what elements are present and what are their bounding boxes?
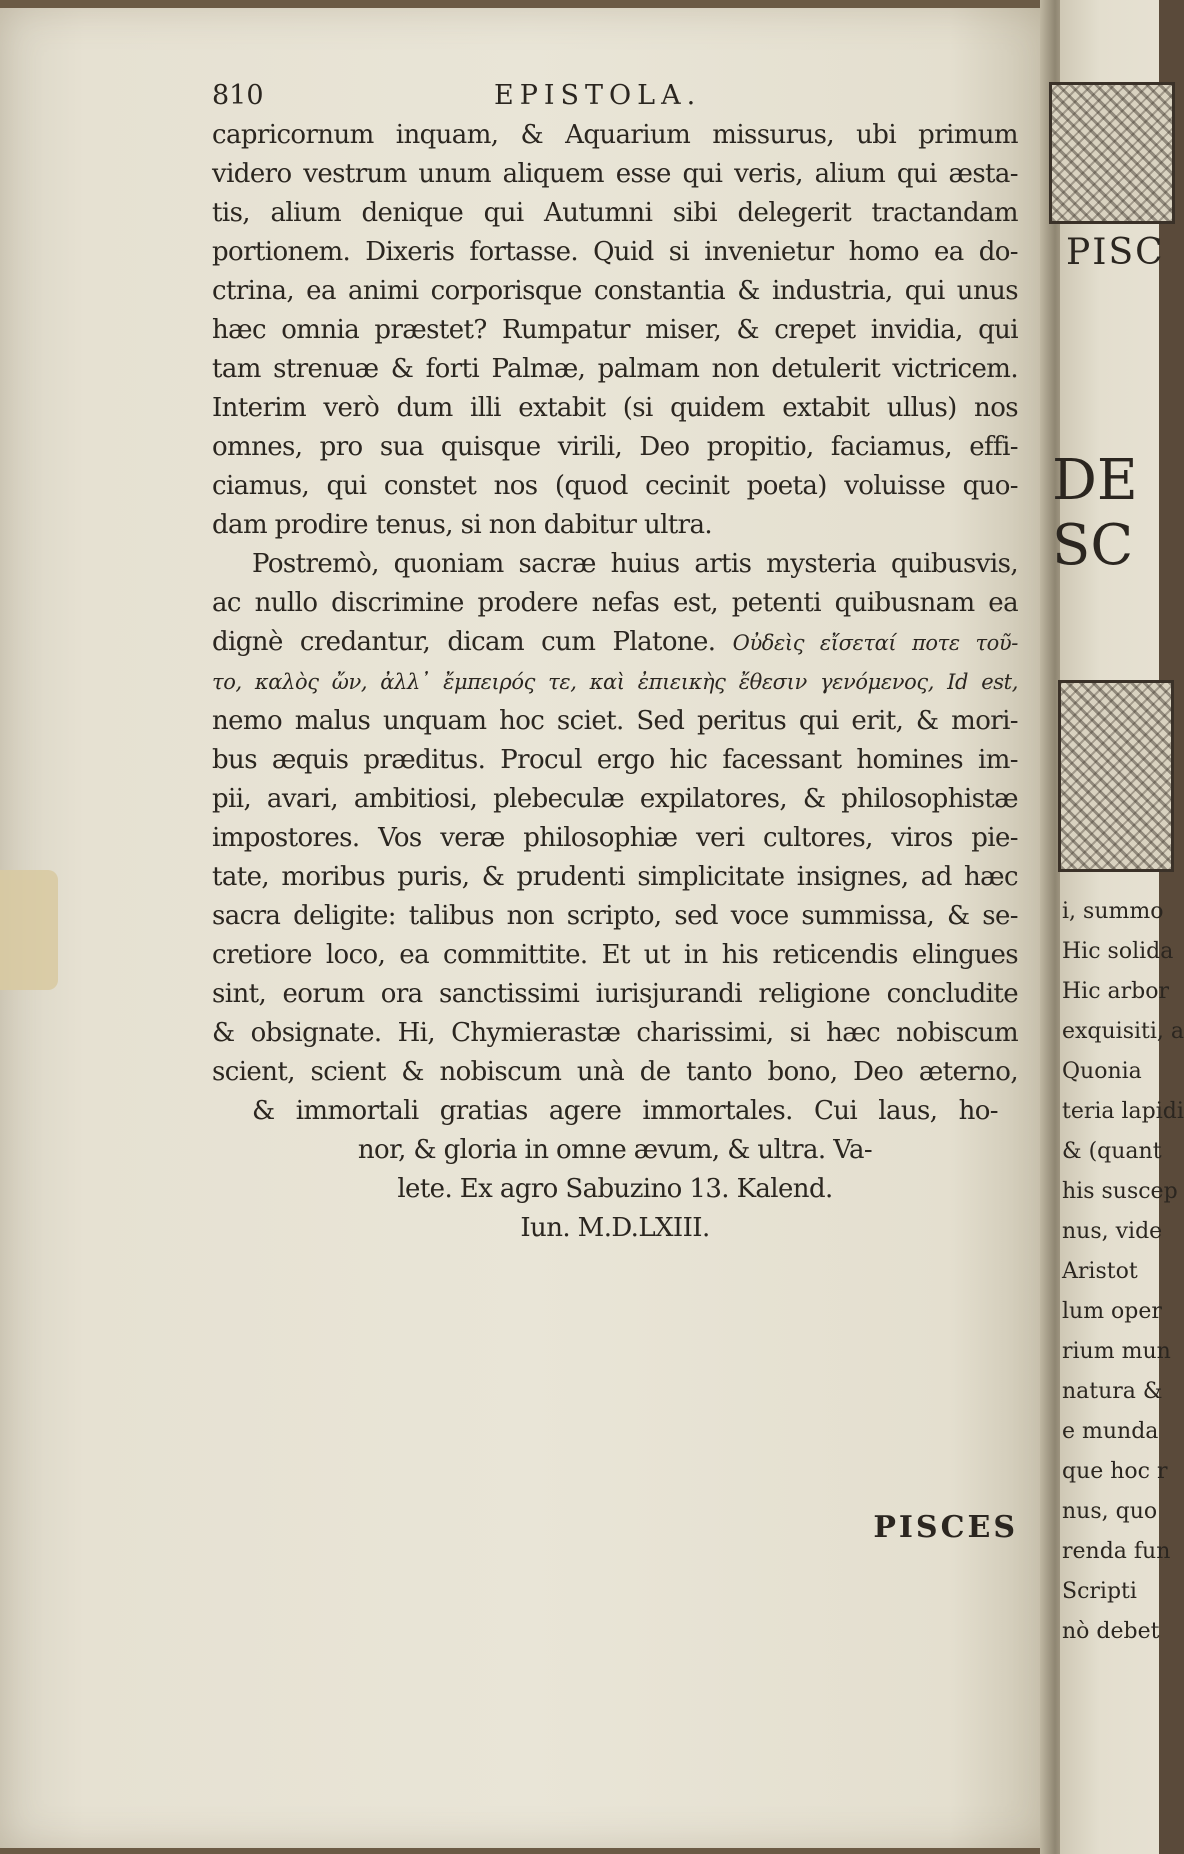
text-line-latin: dignè credantur, dicam cum Platone. — [212, 627, 716, 657]
text-line: omnes, pro sua quisque virili, Deo propitio, faciamus, effi- — [212, 432, 1018, 462]
right-page-text — [1062, 892, 1184, 1652]
text-line: Postremò, quoniam sacræ huius artis mysteria quibusvis, — [252, 549, 1018, 579]
right-page-line: Quonia — [1062, 1059, 1142, 1084]
right-page-line: Hic solida — [1062, 939, 1174, 964]
text-line: tis, alium denique qui Autumni sibi delegerit tractandam — [212, 198, 1018, 228]
right-page-line: i, summo — [1062, 899, 1164, 924]
text-line: scient, scient & nobiscum unà de tanto bono, Deo æterno, — [212, 1057, 1018, 1087]
text-line: & immortali gratias agere immortales. Cui laus, ho- — [252, 1096, 998, 1126]
text-line: sacra deligite: talibus non scripto, sed voce summissa, & se- — [212, 901, 1018, 931]
text-line: tate, moribus puris, & prudenti simplicitate insignes, ad hæc — [212, 862, 1018, 892]
paragraph-1 — [212, 116, 1018, 545]
running-head-title: EPISTOLA. — [494, 80, 702, 111]
paragraph-2 — [212, 545, 1018, 1131]
text-line: & obsignate. Hi, Chymierastæ charissimi, si hæc nobiscum — [212, 1018, 1018, 1048]
right-page-line: natura & — [1062, 1379, 1163, 1404]
text-line: ctrina, ea animi corporisque constantia & industria, qui unus — [212, 276, 1018, 306]
right-page-line: lum oper — [1062, 1299, 1162, 1324]
text-line: nemo malus unquam hoc sciet. Sed peritus qui erit, & mori- — [212, 706, 1018, 736]
right-page-line: rium mun — [1062, 1339, 1171, 1364]
text-line: dam prodire tenus, si non dabitur ultra. — [212, 510, 713, 540]
greek-line: το, καλὸς ὤν, ἀλλ᾽ ἔμπειρός τε, καὶ ἐπιεικὴς ἔθεσιν γενόμενος, Id est, — [212, 670, 1018, 694]
text-line: Interim verò dum illi extabit (si quidem extabit ullus) nos — [212, 393, 1018, 423]
right-page-line: nò debet — [1062, 1619, 1160, 1644]
right-page-line: exquisiti, a — [1062, 1019, 1184, 1044]
ornamental-initial-icon — [1049, 82, 1175, 224]
right-page-line: que hoc r — [1062, 1459, 1168, 1484]
text-line-with-greek — [212, 623, 1018, 663]
text-line: pii, avari, ambitiosi, plebeculæ expilatores, & philosophistæ — [212, 784, 1018, 814]
right-page-line: renda fun — [1062, 1539, 1171, 1564]
right-page-line: Hic arbor — [1062, 979, 1170, 1004]
text-line: bus æquis præditus. Procul ergo hic facessant homines im- — [212, 745, 1018, 775]
closing-line: lete. Ex agro Sabuzino 13. Kalend. — [397, 1174, 833, 1204]
closing-line: nor, & gloria in omne ævum, & ultra. Va- — [357, 1135, 873, 1165]
page-text — [212, 76, 1018, 1545]
text-line: ac nullo discrimine prodere nefas est, petenti quibusnam ea — [212, 588, 1018, 618]
closing-date: Iun. M.D.LXIII. — [520, 1213, 710, 1243]
right-page-line: nus, vide — [1062, 1219, 1163, 1244]
right-page-line: Scripti — [1062, 1579, 1137, 1604]
paper-tab — [0, 870, 58, 990]
page-number: 810 — [212, 80, 264, 111]
greek-quote: Οὐδεὶς εἴσεταί ποτε τοῦ- — [732, 631, 1018, 655]
right-page-subheading: DE SC — [1052, 448, 1138, 578]
right-page-line: & (quant — [1062, 1139, 1162, 1164]
text-line: videro vestrum unum aliquem esse qui veris, alium qui æsta- — [212, 159, 1018, 189]
right-page-line: teria lapidi — [1062, 1099, 1184, 1124]
text-line: impostores. Vos veræ philosophiæ veri cultores, viros pie- — [212, 823, 1018, 853]
closing — [212, 1131, 1018, 1248]
text-line: cretiore loco, ea committite. Et ut in his reticendis elingues — [212, 940, 1018, 970]
right-page-line: Aristot — [1062, 1259, 1138, 1284]
ornamental-initial-icon — [1058, 680, 1174, 872]
right-page-line: e munda — [1062, 1419, 1159, 1444]
catchword: PISCES — [873, 1510, 1018, 1545]
right-page-heading: PISC — [1066, 232, 1165, 273]
text-line: ciamus, qui constet nos (quod cecinit poeta) voluisse quo- — [212, 471, 1018, 501]
text-line: portionem. Dixeris fortasse. Quid si invenietur homo ea do- — [212, 237, 1018, 267]
text-line: hæc omnia præstet? Rumpatur miser, & crepet invidia, qui — [212, 315, 1018, 345]
text-line: sint, eorum ora sanctissimi iurisjurandi religione concludite — [212, 979, 1018, 1009]
text-line: capricornum inquam, & Aquarium missurus, ubi primum — [212, 120, 1018, 150]
right-page-line: nus, quo — [1062, 1499, 1158, 1524]
text-line: tam strenuæ & forti Palmæ, palmam non detulerit victricem. — [212, 354, 1018, 384]
right-page-line: his suscep — [1062, 1179, 1178, 1204]
running-head — [212, 76, 1018, 116]
